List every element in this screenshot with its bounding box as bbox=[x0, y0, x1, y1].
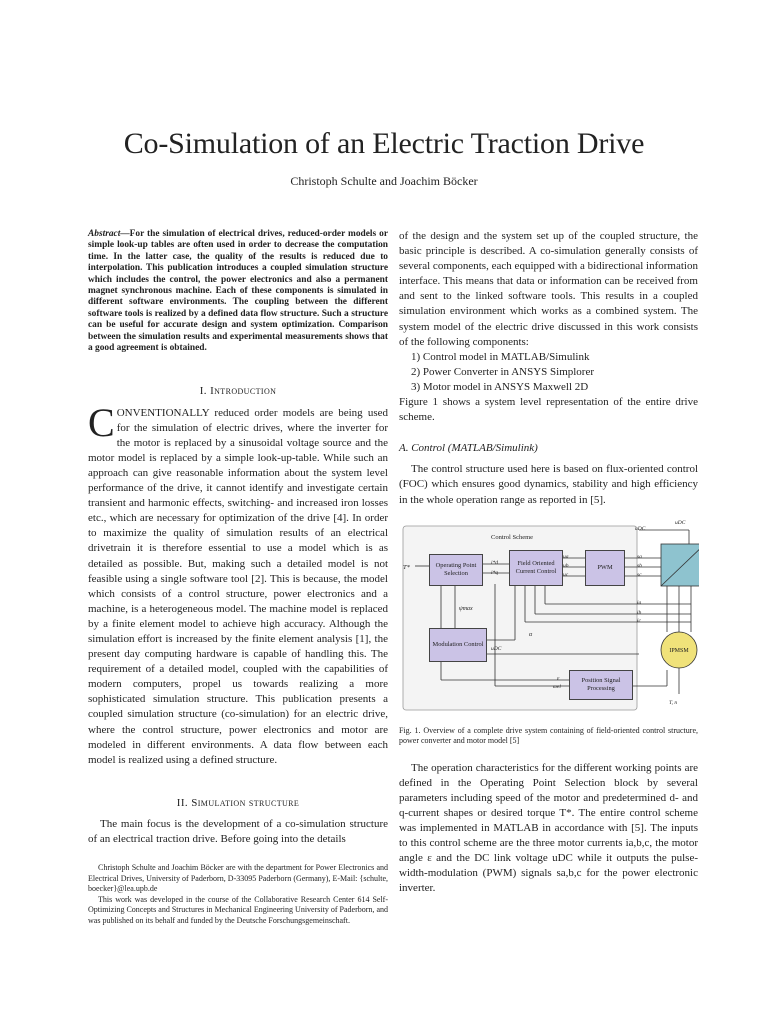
left-column bbox=[88, 229, 388, 927]
signal-udc-right: uDC bbox=[675, 519, 686, 526]
section-1-text: ONVENTIONALLY reduced order models are being used for the simulation of electric drives, where the inverter for the motor is replaced by a sinusoidal voltage source and the motor model is replaced by a simple look-up-table. While such an approach can give reasonable information about the system level performance of the drive, it cannot identify and investigate certain transient and harmonic effects, switching- and increased iron losses etc., which are necessary for optimization of the drive [4]. In order to maximize the quality of simulation results of an electrical drivetrain it is therefore essential to use a model which is as detailed as possible. But, making such a detailed model is not feasible using a single software tool [2]. This is because, the model which consists of a control structure, power electronics and a machine, is a heterogeneous model. The machine model is replaced by a finite element model to achieve high accuracy. Although the simulation effort is increased by the finite element analysis [1], the present day computing hardware is capable of handling this. The requirement of a detailed model, coupled with the capabilities of modern computers, propel us towards realizing a more sophisticated simulation structure. This publication presents a coupled simulation structure (co-simulation) for an electric drive, where the control structure, power electronics and motor are modeled in different environments. A data flow between each model is realized using a defined structure. bbox=[88, 406, 388, 766]
figure-1 bbox=[399, 519, 699, 714]
right-after-figure: The operation characteristics for the different working points are defined in the Operating Point Selection block by several parameters including speed of the motor and predetermined d- and q-current shapes or desired torque T*. The entire control scheme was implemented in MATLAB in accordance with [5]. The inputs to this control scheme are the three motor currents ia,b,c, the motor angle ε and the DC link voltage uDC while it outputs the pulse-width-modulation (PWM) signals sa,b,c for the power electronic inverter. bbox=[399, 761, 698, 895]
position-signal-processing-block: Position Signal Processing bbox=[569, 670, 633, 700]
section-2-heading bbox=[88, 796, 388, 811]
signal-udc-mod: uDC bbox=[491, 645, 502, 652]
section-1-heading bbox=[88, 384, 388, 399]
control-scheme-label: Control Scheme bbox=[491, 533, 534, 541]
section-1-number: I. bbox=[199, 385, 207, 398]
signal-udc-top: uDC bbox=[635, 525, 646, 532]
list-item: 2) Power Converter in ANSYS Simplorer bbox=[411, 365, 595, 378]
paper-authors: Christoph Schulte and Joachim Böcker bbox=[290, 174, 478, 188]
signal-ua: ua bbox=[563, 553, 569, 560]
paper-title: Co-Simulation of an Electric Traction Drive bbox=[123, 127, 645, 160]
field-oriented-current-control-block: Field Oriented Current Control bbox=[509, 550, 563, 586]
right-intro: of the design and the system set up of the coupled structure, the basic principle is described. A co-simulation generally consists of several components, each equipped with a bidirectional information interface. This means that data or information can be received from and sent to the linked software tools. This results in a coupled simulation environment which works as a combined system. The system model of the electric drive discussed in this work consists of the following components: bbox=[399, 230, 698, 348]
list-item: 1) Control model in MATLAB/Simulink bbox=[411, 350, 590, 363]
operating-point-selection-block: Operating Point Selection bbox=[429, 554, 483, 586]
section-1-body bbox=[88, 399, 388, 768]
signal-epsilon: ε bbox=[557, 675, 560, 682]
signal-iq-star: i*q bbox=[491, 569, 499, 576]
component-list bbox=[411, 350, 698, 395]
signal-alpha: α bbox=[529, 631, 533, 638]
pwm-block: PWM bbox=[585, 550, 625, 586]
signal-ia: ia bbox=[637, 599, 642, 606]
signal-omega: ωel bbox=[553, 683, 561, 690]
signal-uc: uc bbox=[563, 571, 569, 578]
section-2-body: The main focus is the development of a co-simulation structure of an electrical traction drive. Before going into the details bbox=[88, 817, 388, 845]
signal-ic: ic bbox=[637, 617, 641, 624]
signal-torque-speed: T, n bbox=[669, 699, 678, 706]
signal-ub: ub bbox=[563, 562, 569, 569]
footnote-affiliation: Christoph Schulte and Joachim Böcker are with the department for Power Electronics and Electrical Drives, University of Paderborn, D-33095 Paderborn (Germany), E-Mail: {schulte, boecker}@lea.upb.de bbox=[88, 863, 388, 894]
footnotes bbox=[88, 863, 388, 927]
signal-sb: sb bbox=[637, 562, 642, 569]
signal-sa: sa bbox=[637, 553, 642, 560]
signal-ib: ib bbox=[637, 609, 642, 616]
signal-id-star: i*d bbox=[491, 559, 499, 566]
subsection-a-body: The control structure used here is based on flux-oriented control (FOC) which ensures good dynamics, stability and high efficiency in the whole operation range as reported in [5]. bbox=[399, 463, 698, 506]
list-item: 3) Motor model in ANSYS Maxwell 2D bbox=[411, 380, 589, 393]
drop-cap: C bbox=[88, 399, 115, 445]
ipmsm-label: IPMSM bbox=[669, 647, 689, 654]
signal-t-star: T* bbox=[403, 563, 410, 571]
signal-sc: sc bbox=[637, 571, 642, 578]
figure-1-caption: Fig. 1. Overview of a complete drive system containing of field-oriented control structure, power converter and motor model [5] bbox=[399, 725, 698, 746]
section-1-title: Introduction bbox=[210, 385, 277, 398]
figure-reference: Figure 1 shows a system level representation of the entire drive scheme. bbox=[399, 396, 698, 424]
signal-psi-max: ψmax bbox=[459, 605, 473, 612]
section-2-number: II. bbox=[176, 796, 189, 809]
section-2-title: Simulation structure bbox=[191, 796, 300, 809]
modulation-control-block: Modulation Control bbox=[429, 628, 487, 662]
subsection-a-title: A. Control (MATLAB/Simulink) bbox=[399, 442, 538, 455]
abstract-label: Abstract bbox=[88, 229, 121, 239]
right-column bbox=[399, 229, 698, 896]
abstract-text: —For the simulation of electrical drives, reduced-order models or simple look-up tables are often used in order to decrease the computation time. In the latter case, the quality of the results is reduced due to interpolation. This publication introduces a coupled simulation structure which includes the control, the power electronics and also a permanent magnet synchronous machine. Each of these components is simulated in different software environments. The coupling between the different software tools is realized by a defined data flow structure. Such a structure can be useful for accurate design and system optimization. Comparison between the simulation results and experimental measurements shows that a good agreement is obtained. bbox=[88, 229, 388, 354]
footnote-funding: This work was developed in the course of the Collaborative Research Center 614 Self-Optimizing Concepts and Structures in Mechanical Engineering University of Paderborn, and was published on its behalf and funded by the Deutsche Forschungsgemeinschaft. bbox=[88, 894, 388, 926]
abstract bbox=[88, 229, 388, 354]
